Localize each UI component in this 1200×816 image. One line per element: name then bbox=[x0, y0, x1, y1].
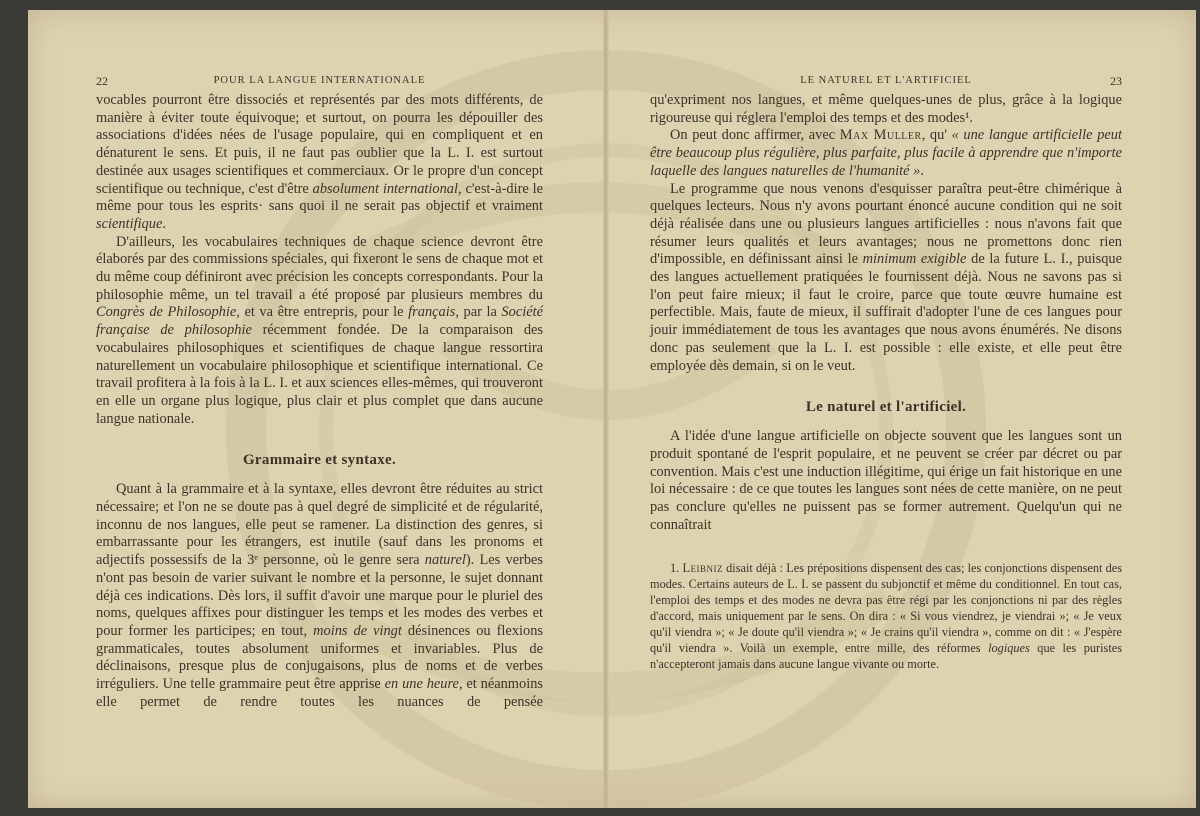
paragraph bbox=[650, 127, 1122, 180]
paragraph bbox=[96, 234, 543, 429]
running-head-title: LE NATUREL ET L'ARTIFICIEL bbox=[800, 75, 972, 86]
italic-text: absolument international bbox=[312, 180, 458, 197]
paragraph bbox=[650, 428, 1122, 534]
text-run: On peut donc affirmer, avec bbox=[670, 127, 840, 144]
text-run: Quant à la grammaire et à la syntaxe, elles devront être réduites au strict nécessaire; et l'on ne se doute pas à quel degré de simplicité et de régularité, inconnu de nos langues, elle peut se ramener. La distinction des genres, si embarrassante pour les étrangers, est inutile (sauf dans les pronoms et adjectifs possessifs de la 3ᵉ personne, où le genre sera bbox=[96, 481, 543, 569]
text-run: , et va être entrepris, pour le bbox=[236, 304, 409, 321]
text-run: que les puristes n'accepteront jamais dans aucune langue vivante ou morte. bbox=[650, 641, 1122, 672]
text-run: , qu' bbox=[921, 127, 952, 144]
italic-text: « une langue artificielle peut être beaucoup plus régulière, plus parfaite, plus facile à apprendre que n'importe laquelle des langues naturelles de l'humanité » bbox=[650, 127, 1122, 179]
italic-text: français bbox=[408, 304, 456, 321]
text-run: désinences ou flexions grammaticales, toutes absolument uniformes et invariables. Plus de déclinaisons, presque plus de conjugaisons, plus de noms et de verbes irréguliers. Une telle grammaire peut être apprise bbox=[96, 622, 543, 693]
text-run: . bbox=[162, 215, 166, 232]
text-run: . bbox=[920, 162, 924, 179]
footnote bbox=[650, 560, 1122, 672]
page-number: 23 bbox=[1110, 74, 1122, 88]
right-page bbox=[650, 74, 1122, 672]
italic-text: naturel bbox=[424, 552, 466, 569]
italic-text: minimum exigible bbox=[862, 251, 967, 268]
footnote-text bbox=[650, 560, 1122, 672]
text-run: ). Les verbes n'ont pas besoin de varier suivant le nombre et la personne, le sujet donnant déjà ces indications. Dès lors, il suffit d'avoir une marque pour le pluriel des noms, quelques affixes pour distinguer les temps et les modes des verbes et pour former les participes; en tout, bbox=[96, 552, 544, 639]
small-caps-name: Leibniz bbox=[682, 561, 723, 576]
text-run: , et néanmoins elle permet de rendre toutes les nuances de pensée bbox=[96, 676, 543, 710]
page-body bbox=[650, 92, 1122, 534]
text-run: Le programme que nous venons d'esquisser paraîtra peut-être chimérique à quelques lecteurs. Nous n'y avons pourtant énoncé aucune condition qui ne soit déjà réalisée dans une ou plusieurs langues artificielles : nous n'avons fait que résumer leurs qualités et leurs avantages; nous ne promettons donc rien d'impossible, en définissant ainsi le bbox=[650, 180, 1122, 268]
text-run: A l'idée d'une langue artificielle on objecte souvent que les langues sont un produit spontané de l'esprit populaire, et ne peuvent se créer par décret ou par convention. Mais c'est une induction illégitime, qui érige un fait historique en une loi nécessaire : de ce que toutes les langues sont nées de cette manière, on ne peut pas conclure qu'elles ne puissent pas se former autrement. Quelqu'un qui ne connaîtrait bbox=[650, 428, 1122, 533]
section-heading: Grammaire et syntaxe. bbox=[242, 452, 397, 469]
text-run: de la future L. I., puisque des langues actuellement pratiquées le fournissent déjà. Nous ne savons pas si l'on peut faire mieux; il faut le croire, parce que toute œuvre humaine est perfectible. Mais, faute de mieux, il suffirait d'adopter l'une de ces langues pour jouir immédiatement de tous les avantages que nous avons énumérés. Ne disons donc pas seulement que la L. I. est possible : elle existe, et elle peut être employée dès demain, si on le veut. bbox=[650, 251, 1123, 374]
italic-text: logiques bbox=[988, 641, 1030, 656]
running-head-title: POUR LA LANGUE INTERNATIONALE bbox=[213, 75, 426, 86]
text-run: 1. bbox=[670, 561, 683, 576]
paragraph bbox=[650, 92, 1122, 127]
italic-text: en une heure bbox=[384, 676, 459, 693]
text-run: , c'est-à-dire le même pour tous les esprits· sans quoi il ne serait pas objectif et vraiment bbox=[96, 180, 543, 215]
text-run: , par la bbox=[455, 304, 502, 321]
book-spread bbox=[28, 10, 1196, 808]
italic-text: Société française de philosophie bbox=[96, 304, 543, 339]
left-page bbox=[96, 74, 543, 712]
running-head bbox=[650, 74, 1122, 92]
text-run: disait déjà : Les prépositions dispensent des cas; les conjonctions dispensent des modes. Certains auteurs de L. I. se passent du subjonctif et même du conditionnel. En tout cas, l'emploi des temps et des modes ne devra pas être régi par les conjonctions ni par des règles d'accord, mais uniquement par le sens. On dira : « Si vous viendrez, je viendrai »; « Je veux qu'il viendra »; « Je doute qu'il viendra »; « Je crains qu'il viendra », comme on dit : « J'espère qu'il viendra ». Voilà un exemple, entre mille, des réformes bbox=[650, 561, 1123, 656]
page-number: 22 bbox=[96, 74, 108, 88]
section-heading: Le naturel et l'artificiel. bbox=[805, 399, 967, 416]
italic-text: moins de vingt bbox=[313, 622, 402, 639]
italic-text: scientifique bbox=[96, 215, 163, 232]
text-run: vocables pourront être dissociés et représentés par des mots différents, de manière à éviter toute équivoque; et surtout, on pourra les dépouiller des associations d'idées nées de l'usage populaire, qui en compliquent et en dénaturent le sens. Et puis, il ne faut pas oublier que la L. I. est surtout destinée aux usages scientifiques et commerciaux. Or le propre d'un concept scientifique ou technique, c'est d'être bbox=[96, 92, 543, 197]
paragraph bbox=[96, 92, 543, 234]
page-body bbox=[96, 92, 543, 712]
text-run: qu'expriment nos langues, et même quelques-unes de plus, grâce à la logique rigoureuse qui réglera l'emploi des temps et des modes¹. bbox=[650, 92, 1122, 126]
running-head bbox=[96, 74, 543, 92]
text-run: récemment fondée. De la comparaison des vocabulaires philosophiques et scientifiques de chaque langue ressortira naturellement un vocabulaire philosophique et scientifique international. Ce travail profitera à la fois à la L. I. et aux sciences elles-mêmes, qui trouveront en elle un organe plus logique, plus clair et plus complet que dans aucune langue nationale. bbox=[96, 322, 543, 427]
small-caps-name: Max Muller bbox=[839, 127, 922, 144]
paragraph bbox=[96, 481, 543, 711]
gutter bbox=[603, 10, 609, 808]
paragraph bbox=[650, 181, 1122, 376]
text-run: D'ailleurs, les vocabulaires techniques de chaque science devront être élaborés par des commissions spéciales, qui fixeront le sens de chaque mot et du même coup définiront avec précision les concepts correspondants. Pour la philosophie même, un tel travail a été proposé par plusieurs membres du bbox=[96, 233, 543, 303]
italic-text: Congrès de Philosophie bbox=[96, 304, 237, 321]
